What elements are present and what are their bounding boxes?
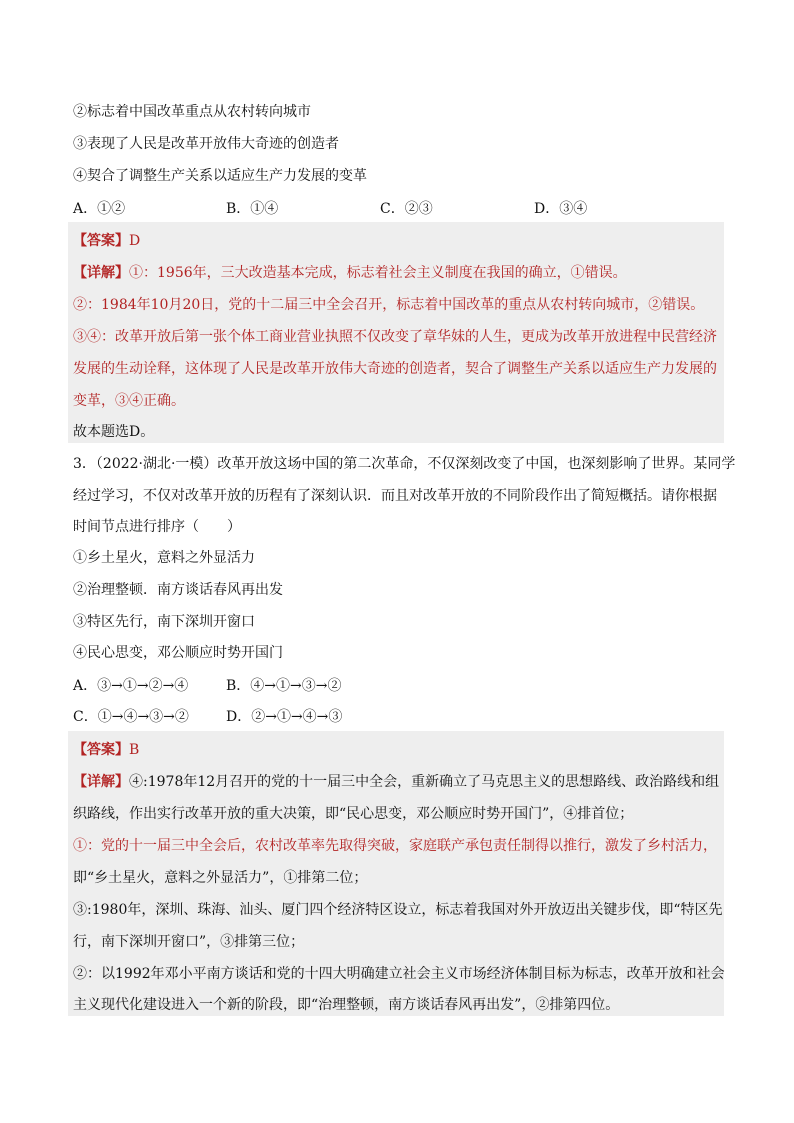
q2-detail-line-2: ②：1984年10月20日，党的十二届三中全会召开，标志着中国改革的重点从农村转向城市，②错误。 xyxy=(73,297,705,313)
statement-4: ④契合了调整生产关系以适应生产力发展的变革 xyxy=(73,168,367,184)
q3-answer-block xyxy=(68,731,724,1016)
q3-statement-4: ④民心思变，邓公顺应时势开国门 xyxy=(73,645,283,661)
q3-option-c: C．①→④→③→② xyxy=(73,709,189,725)
q3-statement-1: ①乡土星火，意料之外显活力 xyxy=(73,550,255,566)
q3-option-d: D．②→①→④→③ xyxy=(226,709,343,725)
q2-detail-line-1 xyxy=(73,262,627,282)
answer-value: D xyxy=(129,233,141,249)
q3-answer-line xyxy=(73,739,139,759)
q2-detail-line-3b: 发展的生动诠释，这体现了人民是改革开放伟大奇迹的创造者，契合了调整生产关系以适应生产力发展的 xyxy=(73,361,717,377)
q2-option-b: B．①④ xyxy=(226,201,279,217)
q2-option-d: D．③④ xyxy=(534,201,588,217)
q2-detail-line-3c: 变革，③④正确。 xyxy=(73,393,185,409)
q3-detail-line-4a xyxy=(73,771,719,791)
q2-option-a: A．①② xyxy=(73,201,126,217)
q3-detail-line-3b: 行，南下深圳开窗口”，③排第三位； xyxy=(73,934,305,950)
answer-tag: 【答案】 xyxy=(73,233,129,249)
q3-statement-2: ②治理整顿．南方谈话春风再出发 xyxy=(73,582,283,598)
q3-option-b: B．④→①→③→② xyxy=(226,678,342,694)
detail-tag: 【详解】 xyxy=(73,774,129,790)
q3-detail-line-1b: 即“乡土星火，意料之外显活力”，①排第二位； xyxy=(73,870,368,886)
q2-option-c: C．②③ xyxy=(380,201,433,217)
q2-answer-line xyxy=(73,230,140,250)
q3-detail-line-4b: 织路线，作出实行改革开放的重大决策，即“民心思变，邓公顺应时势开国门”，④排首位； xyxy=(73,806,634,822)
q3-detail-line-2a: ②：以1992年邓小平南方谈话和党的十四大明确建立社会主义市场经济体制目标为标志，改革开放和社会 xyxy=(73,966,725,982)
q3-detail-line-3a: ③:1980年，深圳、珠海、汕头、厦门四个经济特区设立，标志着我国对外开放迈出关键步伐，即“特区先 xyxy=(73,902,723,918)
answer-value: B xyxy=(129,742,140,758)
statement-3: ③表现了人民是改革开放伟大奇迹的创造者 xyxy=(73,136,339,152)
q3-stem-line-2: 经过学习，不仅对改革开放的历程有了深刻认识．而且对改革开放的不同阶段作出了简短概括。请你根据 xyxy=(73,488,717,504)
q3-detail-line-2b: 主义现代化建设进入一个新的阶段，即“治理整顿，南方谈话春风再出发”，②排第四位。 xyxy=(73,997,620,1013)
q3-stem-line-3: 时间节点进行排序（ ） xyxy=(73,519,241,535)
q2-conclusion: 故本题选D。 xyxy=(73,424,155,440)
q3-option-a: A．③→①→②→④ xyxy=(73,678,189,694)
q3-detail-line-1a: ①：党的十一届三中全会后，农村改革率先取得突破，家庭联产承包责任制得以推行，激发了乡村活力， xyxy=(73,838,717,854)
q2-detail-text-1: ①：1956年，三大改造基本完成，标志着社会主义制度在我国的确立，①错误。 xyxy=(129,265,627,281)
detail-tag: 【详解】 xyxy=(73,265,129,281)
q2-answer-block xyxy=(68,222,724,443)
q3-statement-3: ③特区先行，南下深圳开窗口 xyxy=(73,614,255,630)
statement-2: ②标志着中国改革重点从农村转向城市 xyxy=(73,104,311,120)
q2-detail-line-3a: ③④：改革开放后第一张个体工商业营业执照不仅改变了章华妹的人生，更成为改革开放进程中民营经济 xyxy=(73,329,717,345)
q3-stem-line-1: 3．（2022·湖北·一模）改革开放这场中国的第二次革命，不仅深刻改变了中国，也深刻影响了世界。某同学 xyxy=(73,456,736,472)
answer-tag: 【答案】 xyxy=(73,742,129,758)
q3-detail-text-4a: ④:1978年12月召开的党的十一届三中全会，重新确立了马克思主义的思想路线、政治路线和组 xyxy=(129,774,720,790)
